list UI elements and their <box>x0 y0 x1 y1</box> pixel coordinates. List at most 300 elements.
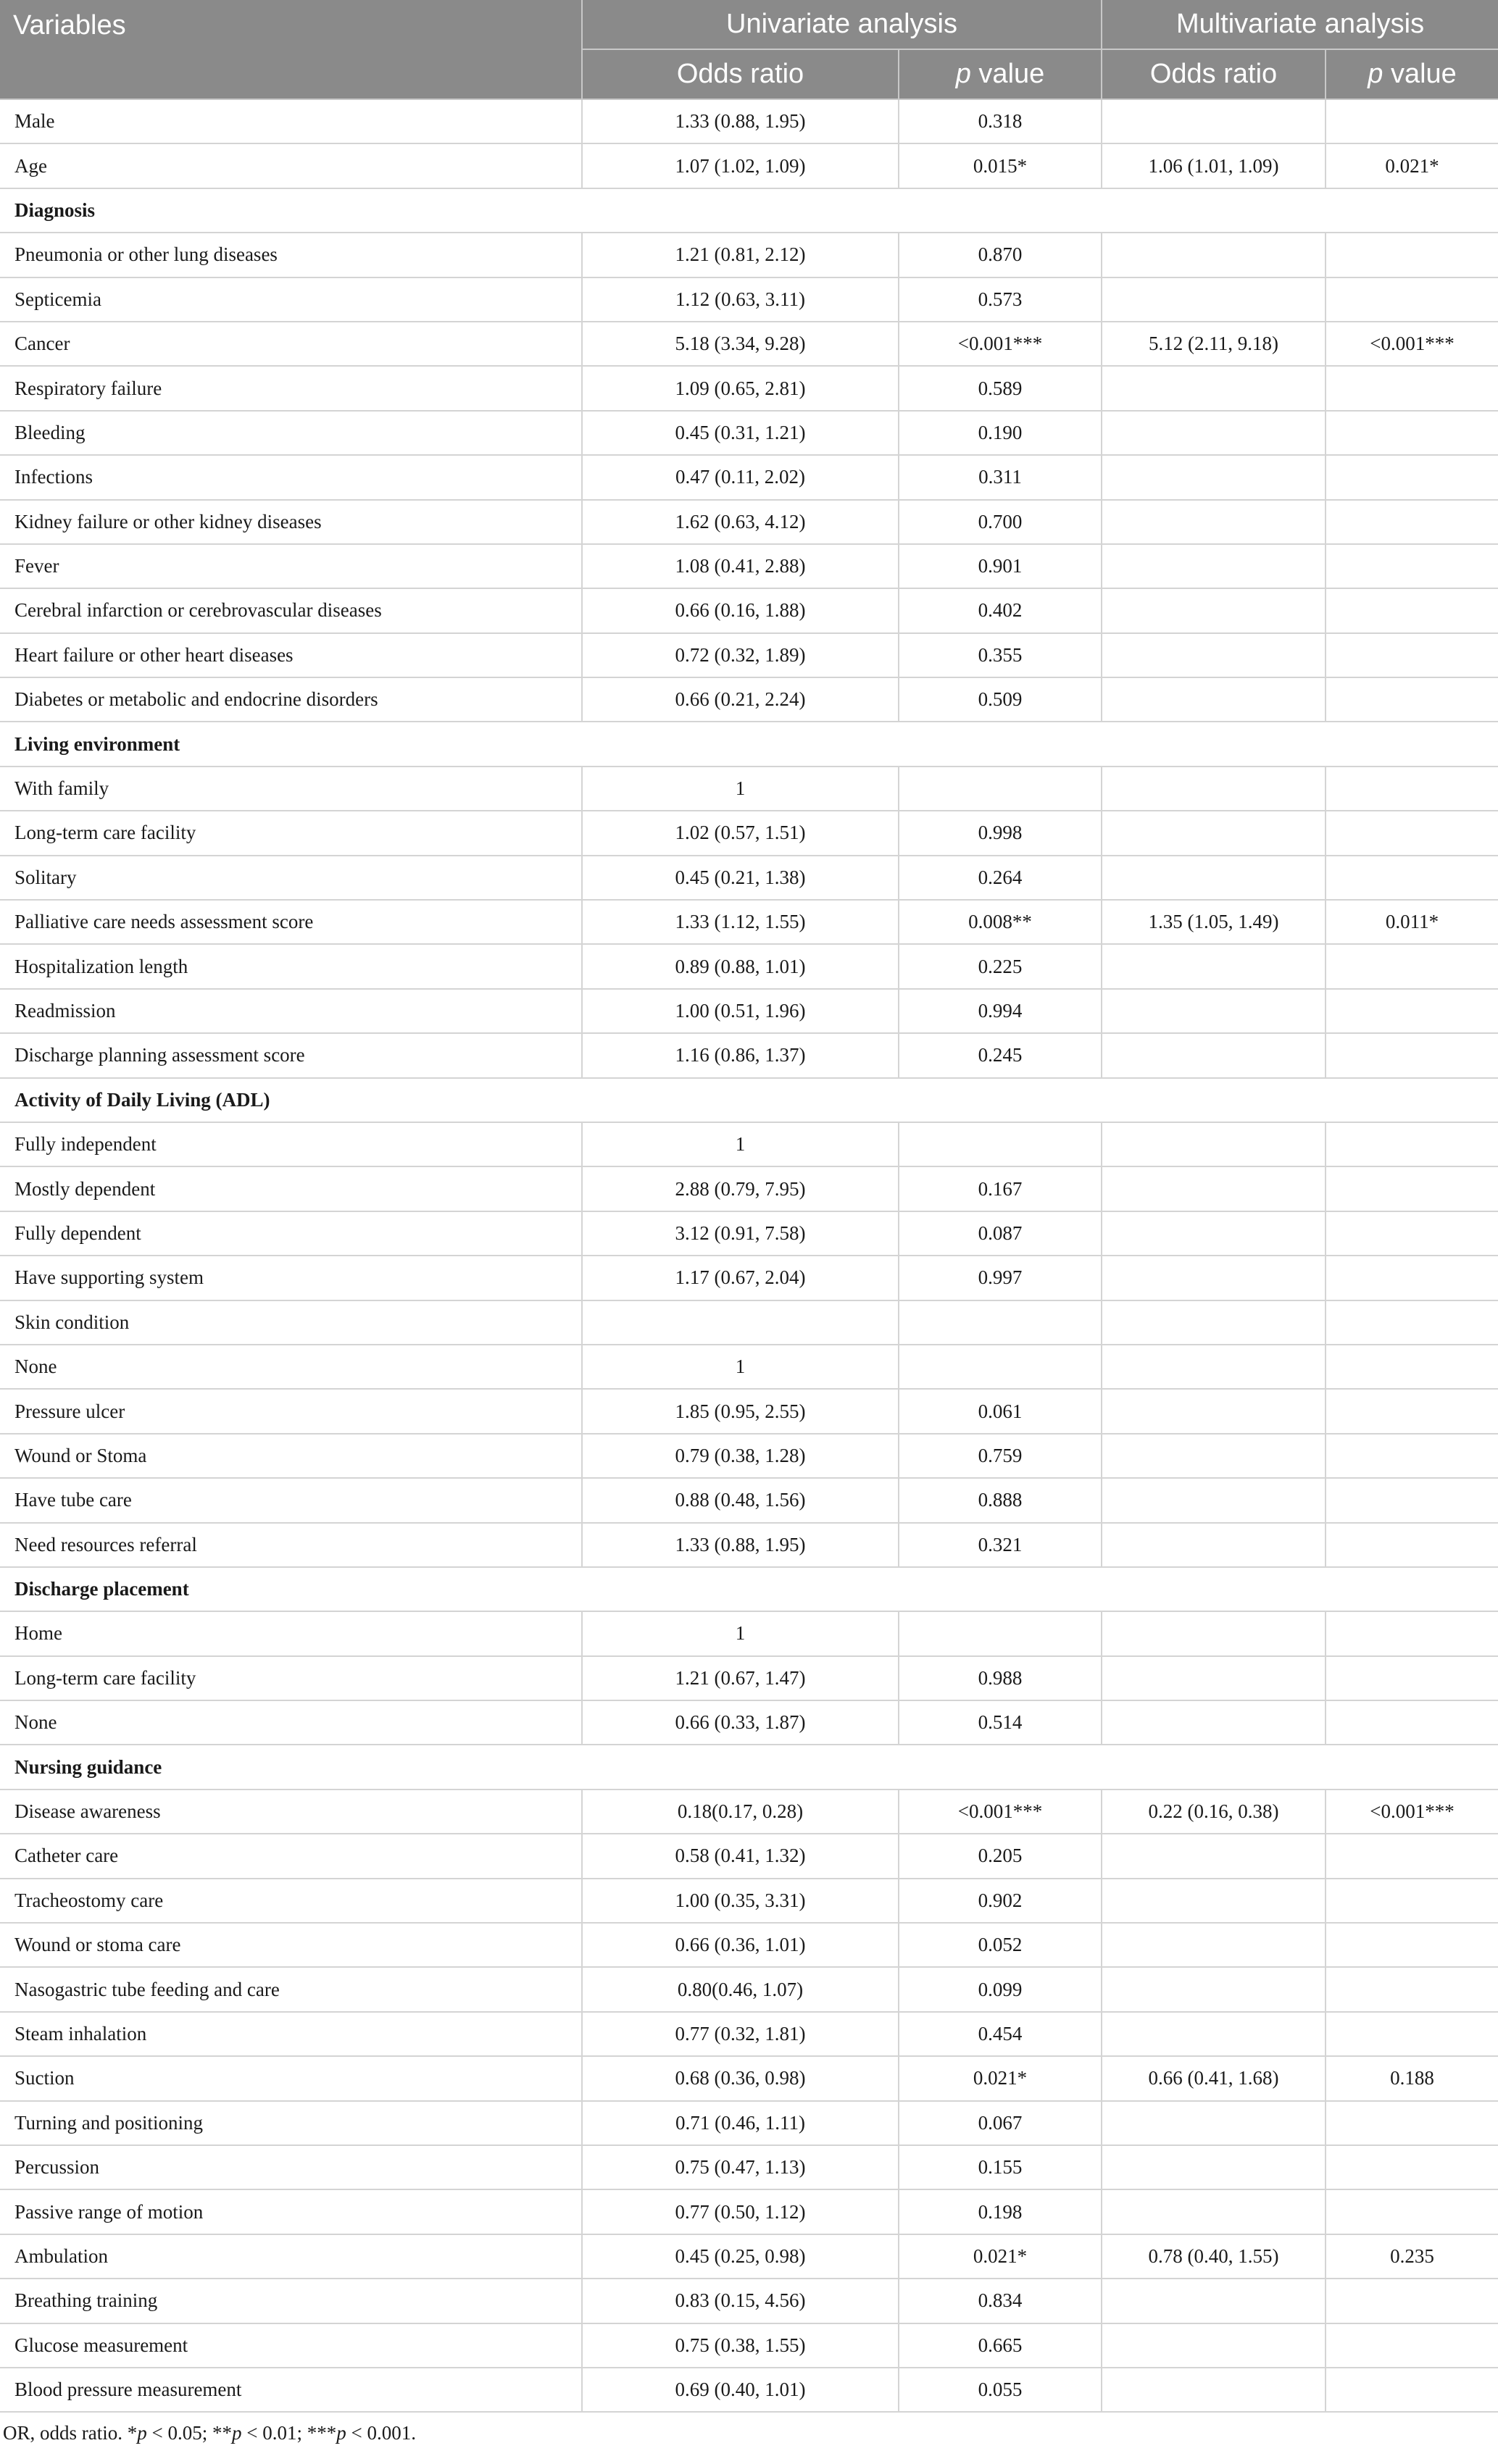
table-row <box>0 767 1498 811</box>
header-univariate-odds-ratio: Odds ratio <box>582 49 899 99</box>
univariate-odds-ratio-cell: 1 <box>582 1122 899 1166</box>
univariate-p-value-cell: 0.573 <box>899 277 1102 322</box>
multivariate-p-value-cell <box>1326 767 1498 811</box>
univariate-odds-ratio-cell: 0.88 (0.48, 1.56) <box>582 1478 899 1522</box>
section-label: Discharge placement <box>0 1567 1498 1611</box>
table-row <box>0 277 1498 322</box>
multivariate-odds-ratio-cell <box>1102 1033 1326 1077</box>
variable-cell: Ambulation <box>0 2234 582 2279</box>
univariate-odds-ratio-cell: 0.68 (0.36, 0.98) <box>582 2056 899 2100</box>
univariate-p-value-cell <box>899 1345 1102 1389</box>
univariate-p-value-cell: 0.055 <box>899 2368 1102 2412</box>
multivariate-odds-ratio-cell <box>1102 1434 1326 1478</box>
multivariate-odds-ratio-cell <box>1102 767 1326 811</box>
header-multivariate-p-value <box>1326 49 1498 99</box>
univariate-p-value-cell <box>899 1611 1102 1655</box>
univariate-odds-ratio-cell: 1.62 (0.63, 4.12) <box>582 500 899 544</box>
table-body <box>0 99 1498 2412</box>
multivariate-odds-ratio-cell <box>1102 1300 1326 1345</box>
variable-cell: Kidney failure or other kidney diseases <box>0 500 582 544</box>
table-row <box>0 500 1498 544</box>
table-row <box>0 677 1498 722</box>
univariate-p-value-cell: 0.099 <box>899 1967 1102 2011</box>
table-row <box>0 856 1498 900</box>
univariate-p-value-cell: 0.067 <box>899 2101 1102 2145</box>
variable-cell: Discharge planning assessment score <box>0 1033 582 1077</box>
multivariate-odds-ratio-cell <box>1102 1122 1326 1166</box>
multivariate-p-value-cell <box>1326 277 1498 322</box>
variable-cell: Percussion <box>0 2145 582 2189</box>
footnote-prefix: OR, odds ratio. * <box>3 2422 138 2444</box>
table-footnote <box>3 2422 416 2444</box>
univariate-p-value-cell: 0.700 <box>899 500 1102 544</box>
univariate-odds-ratio-cell: 0.75 (0.47, 1.13) <box>582 2145 899 2189</box>
multivariate-p-value-cell <box>1326 1256 1498 1300</box>
univariate-odds-ratio-cell <box>582 1300 899 1345</box>
table-row <box>0 2056 1498 2100</box>
univariate-odds-ratio-cell: 0.71 (0.46, 1.11) <box>582 2101 899 2145</box>
univariate-odds-ratio-cell: 1.85 (0.95, 2.55) <box>582 1389 899 1433</box>
multivariate-p-value-cell <box>1326 1656 1498 1700</box>
multivariate-p-value-cell <box>1326 1611 1498 1655</box>
multivariate-p-value-cell <box>1326 2368 1498 2412</box>
footnote-text: < 0.001. <box>346 2422 416 2444</box>
variable-cell: Pneumonia or other lung diseases <box>0 233 582 277</box>
univariate-odds-ratio-cell: 0.66 (0.16, 1.88) <box>582 588 899 632</box>
table-row <box>0 900 1498 944</box>
multivariate-p-value-cell <box>1326 944 1498 988</box>
univariate-p-value-cell: 0.998 <box>899 811 1102 855</box>
multivariate-odds-ratio-cell <box>1102 411 1326 455</box>
multivariate-p-value-cell <box>1326 2323 1498 2368</box>
variable-cell: Diabetes or metabolic and endocrine disorders <box>0 677 582 722</box>
variable-cell: Skin condition <box>0 1300 582 1345</box>
multivariate-p-value-cell <box>1326 633 1498 677</box>
multivariate-p-value-cell: <0.001*** <box>1326 1789 1498 1834</box>
univariate-p-value-cell: 0.318 <box>899 99 1102 143</box>
univariate-p-value-cell: 0.870 <box>899 233 1102 277</box>
variable-cell: Tracheostomy care <box>0 1879 582 1923</box>
section-header-row <box>0 1745 1498 1789</box>
univariate-p-value-cell: 0.205 <box>899 1834 1102 1878</box>
multivariate-odds-ratio-cell <box>1102 1834 1326 1878</box>
multivariate-odds-ratio-cell <box>1102 1256 1326 1300</box>
variable-cell: Heart failure or other heart diseases <box>0 633 582 677</box>
multivariate-odds-ratio-cell <box>1102 1611 1326 1655</box>
univariate-odds-ratio-cell: 1 <box>582 1611 899 1655</box>
variable-cell: Wound or stoma care <box>0 1923 582 1967</box>
variable-cell: None <box>0 1700 582 1745</box>
multivariate-odds-ratio-cell <box>1102 233 1326 277</box>
variable-cell: Long-term care facility <box>0 1656 582 1700</box>
table-row <box>0 633 1498 677</box>
table-row <box>0 989 1498 1033</box>
multivariate-p-value-cell: 0.011* <box>1326 900 1498 944</box>
univariate-p-value-cell: 0.008** <box>899 900 1102 944</box>
multivariate-p-value-cell <box>1326 1879 1498 1923</box>
table-row <box>0 1789 1498 1834</box>
p-value-suffix: value <box>970 59 1045 89</box>
univariate-odds-ratio-cell: 0.66 (0.21, 2.24) <box>582 677 899 722</box>
univariate-odds-ratio-cell: 1.09 (0.65, 2.81) <box>582 366 899 410</box>
multivariate-p-value-cell <box>1326 1389 1498 1433</box>
p-italic: p <box>955 59 971 89</box>
table-row <box>0 1345 1498 1389</box>
univariate-odds-ratio-cell: 1.33 (1.12, 1.55) <box>582 900 899 944</box>
multivariate-odds-ratio-cell <box>1102 1967 1326 2011</box>
table-row <box>0 944 1498 988</box>
table-row <box>0 588 1498 632</box>
univariate-odds-ratio-cell: 1 <box>582 1345 899 1389</box>
univariate-odds-ratio-cell: 1.21 (0.67, 1.47) <box>582 1656 899 1700</box>
multivariate-odds-ratio-cell <box>1102 1923 1326 1967</box>
univariate-p-value-cell: 0.402 <box>899 588 1102 632</box>
univariate-odds-ratio-cell: 1.33 (0.88, 1.95) <box>582 99 899 143</box>
multivariate-p-value-cell <box>1326 411 1498 455</box>
variable-cell: Infections <box>0 455 582 499</box>
multivariate-odds-ratio-cell <box>1102 2012 1326 2056</box>
multivariate-p-value-cell <box>1326 1967 1498 2011</box>
table-row <box>0 1967 1498 2011</box>
table-row <box>0 411 1498 455</box>
univariate-odds-ratio-cell: 0.72 (0.32, 1.89) <box>582 633 899 677</box>
univariate-odds-ratio-cell: 0.45 (0.25, 0.98) <box>582 2234 899 2279</box>
variable-cell: Steam inhalation <box>0 2012 582 2056</box>
section-label: Diagnosis <box>0 188 1498 233</box>
univariate-p-value-cell: 0.311 <box>899 455 1102 499</box>
table-row <box>0 1389 1498 1433</box>
table-row <box>0 233 1498 277</box>
multivariate-p-value-cell <box>1326 500 1498 544</box>
footnote-p: p <box>137 2422 147 2444</box>
footnote-p: p <box>336 2422 346 2444</box>
multivariate-odds-ratio-cell <box>1102 811 1326 855</box>
table-row <box>0 1300 1498 1345</box>
footnote-text: < 0.05; ** <box>146 2422 232 2444</box>
variable-cell: Septicemia <box>0 277 582 322</box>
univariate-p-value-cell: 0.190 <box>899 411 1102 455</box>
univariate-p-value-cell: 0.087 <box>899 1211 1102 1256</box>
header-univariate-p-value <box>899 49 1102 99</box>
multivariate-odds-ratio-cell <box>1102 1700 1326 1745</box>
multivariate-p-value-cell: 0.021* <box>1326 143 1498 188</box>
variable-cell: Long-term care facility <box>0 811 582 855</box>
multivariate-odds-ratio-cell <box>1102 500 1326 544</box>
multivariate-p-value-cell <box>1326 2279 1498 2323</box>
univariate-odds-ratio-cell: 1.08 (0.41, 2.88) <box>582 544 899 588</box>
multivariate-p-value-cell <box>1326 1122 1498 1166</box>
univariate-p-value-cell: 0.988 <box>899 1656 1102 1700</box>
univariate-odds-ratio-cell: 0.77 (0.32, 1.81) <box>582 2012 899 2056</box>
multivariate-p-value-cell <box>1326 1523 1498 1567</box>
table-row <box>0 2189 1498 2234</box>
univariate-odds-ratio-cell: 1.17 (0.67, 2.04) <box>582 1256 899 1300</box>
multivariate-odds-ratio-cell <box>1102 2279 1326 2323</box>
univariate-p-value-cell <box>899 767 1102 811</box>
multivariate-odds-ratio-cell <box>1102 1166 1326 1211</box>
univariate-odds-ratio-cell: 5.18 (3.34, 9.28) <box>582 322 899 366</box>
multivariate-odds-ratio-cell <box>1102 1879 1326 1923</box>
multivariate-odds-ratio-cell <box>1102 1523 1326 1567</box>
table-row <box>0 1033 1498 1077</box>
univariate-odds-ratio-cell: 1 <box>582 767 899 811</box>
univariate-p-value-cell: 0.198 <box>899 2189 1102 2234</box>
multivariate-p-value-cell <box>1326 856 1498 900</box>
multivariate-p-value-cell <box>1326 989 1498 1033</box>
multivariate-p-value-cell <box>1326 2189 1498 2234</box>
table-row <box>0 811 1498 855</box>
univariate-odds-ratio-cell: 0.69 (0.40, 1.01) <box>582 2368 899 2412</box>
table-row <box>0 2012 1498 2056</box>
variable-cell: With family <box>0 767 582 811</box>
footnote-p: p <box>231 2422 242 2444</box>
univariate-odds-ratio-cell: 0.45 (0.31, 1.21) <box>582 411 899 455</box>
univariate-odds-ratio-cell: 1.33 (0.88, 1.95) <box>582 1523 899 1567</box>
univariate-p-value-cell: 0.997 <box>899 1256 1102 1300</box>
multivariate-p-value-cell <box>1326 99 1498 143</box>
table-row <box>0 1523 1498 1567</box>
multivariate-odds-ratio-cell <box>1102 2368 1326 2412</box>
multivariate-odds-ratio-cell <box>1102 2323 1326 2368</box>
multivariate-p-value-cell <box>1326 2145 1498 2189</box>
variable-cell: Wound or Stoma <box>0 1434 582 1478</box>
table-row <box>0 1611 1498 1655</box>
univariate-p-value-cell: 0.061 <box>899 1389 1102 1433</box>
multivariate-odds-ratio-cell <box>1102 1345 1326 1389</box>
variable-cell: Suction <box>0 2056 582 2100</box>
section-header-row <box>0 1078 1498 1122</box>
univariate-p-value-cell: 0.167 <box>899 1166 1102 1211</box>
header-variables: Variables <box>0 0 582 99</box>
multivariate-odds-ratio-cell: 0.66 (0.41, 1.68) <box>1102 2056 1326 2100</box>
variable-cell: Fully independent <box>0 1122 582 1166</box>
variable-cell: Bleeding <box>0 411 582 455</box>
variable-cell: Glucose measurement <box>0 2323 582 2368</box>
multivariate-p-value-cell <box>1326 2101 1498 2145</box>
multivariate-p-value-cell <box>1326 233 1498 277</box>
multivariate-odds-ratio-cell <box>1102 2189 1326 2234</box>
univariate-p-value-cell: 0.902 <box>899 1879 1102 1923</box>
multivariate-p-value-cell <box>1326 677 1498 722</box>
table-row <box>0 1211 1498 1256</box>
multivariate-odds-ratio-cell: 0.22 (0.16, 0.38) <box>1102 1789 1326 1834</box>
multivariate-p-value-cell <box>1326 1923 1498 1967</box>
univariate-odds-ratio-cell: 0.45 (0.21, 1.38) <box>582 856 899 900</box>
univariate-odds-ratio-cell: 3.12 (0.91, 7.58) <box>582 1211 899 1256</box>
univariate-p-value-cell: 0.514 <box>899 1700 1102 1745</box>
variable-cell: Fever <box>0 544 582 588</box>
table-row <box>0 1166 1498 1211</box>
univariate-p-value-cell: 0.901 <box>899 544 1102 588</box>
variable-cell: Cerebral infarction or cerebrovascular diseases <box>0 588 582 632</box>
univariate-odds-ratio-cell: 1.21 (0.81, 2.12) <box>582 233 899 277</box>
variable-cell: Nasogastric tube feeding and care <box>0 1967 582 2011</box>
p-italic: p <box>1368 59 1383 89</box>
univariate-p-value-cell: 0.015* <box>899 143 1102 188</box>
univariate-odds-ratio-cell: 0.75 (0.38, 1.55) <box>582 2323 899 2368</box>
univariate-p-value-cell: 0.021* <box>899 2056 1102 2100</box>
multivariate-p-value-cell <box>1326 811 1498 855</box>
multivariate-odds-ratio-cell: 5.12 (2.11, 9.18) <box>1102 322 1326 366</box>
multivariate-odds-ratio-cell <box>1102 2101 1326 2145</box>
variable-cell: Breathing training <box>0 2279 582 2323</box>
univariate-odds-ratio-cell: 0.18(0.17, 0.28) <box>582 1789 899 1834</box>
variable-cell: Have tube care <box>0 1478 582 1522</box>
univariate-odds-ratio-cell: 0.58 (0.41, 1.32) <box>582 1834 899 1878</box>
multivariate-p-value-cell <box>1326 1834 1498 1878</box>
multivariate-odds-ratio-cell <box>1102 1211 1326 1256</box>
variable-cell: Disease awareness <box>0 1789 582 1834</box>
table-row <box>0 544 1498 588</box>
multivariate-odds-ratio-cell <box>1102 2145 1326 2189</box>
univariate-odds-ratio-cell: 0.79 (0.38, 1.28) <box>582 1434 899 1478</box>
multivariate-odds-ratio-cell <box>1102 1389 1326 1433</box>
univariate-p-value-cell: 0.321 <box>899 1523 1102 1567</box>
table-row <box>0 1434 1498 1478</box>
multivariate-p-value-cell: 0.188 <box>1326 2056 1498 2100</box>
variable-cell: Respiratory failure <box>0 366 582 410</box>
multivariate-odds-ratio-cell <box>1102 99 1326 143</box>
multivariate-odds-ratio-cell <box>1102 944 1326 988</box>
univariate-odds-ratio-cell: 0.66 (0.36, 1.01) <box>582 1923 899 1967</box>
table-row <box>0 1122 1498 1166</box>
p-value-suffix: value <box>1383 59 1457 89</box>
univariate-odds-ratio-cell: 1.00 (0.51, 1.96) <box>582 989 899 1033</box>
section-label: Living environment <box>0 722 1498 766</box>
univariate-odds-ratio-cell: 0.77 (0.50, 1.12) <box>582 2189 899 2234</box>
table-row <box>0 1256 1498 1300</box>
table-row <box>0 1879 1498 1923</box>
univariate-p-value-cell: 0.759 <box>899 1434 1102 1478</box>
univariate-p-value-cell: 0.155 <box>899 2145 1102 2189</box>
univariate-p-value-cell: <0.001*** <box>899 322 1102 366</box>
multivariate-odds-ratio-cell <box>1102 588 1326 632</box>
section-header-row <box>0 1567 1498 1611</box>
multivariate-p-value-cell <box>1326 1033 1498 1077</box>
section-header-row <box>0 722 1498 766</box>
multivariate-odds-ratio-cell <box>1102 455 1326 499</box>
multivariate-p-value-cell: <0.001*** <box>1326 322 1498 366</box>
variable-cell: Mostly dependent <box>0 1166 582 1211</box>
multivariate-p-value-cell <box>1326 588 1498 632</box>
multivariate-p-value-cell <box>1326 455 1498 499</box>
table-row <box>0 1834 1498 1878</box>
univariate-p-value-cell: <0.001*** <box>899 1789 1102 1834</box>
table-header <box>0 0 1498 99</box>
multivariate-odds-ratio-cell <box>1102 989 1326 1033</box>
header-multivariate-odds-ratio: Odds ratio <box>1102 49 1326 99</box>
univariate-odds-ratio-cell: 1.12 (0.63, 3.11) <box>582 277 899 322</box>
multivariate-odds-ratio-cell <box>1102 633 1326 677</box>
table-row <box>0 366 1498 410</box>
variable-cell: Age <box>0 143 582 188</box>
multivariate-odds-ratio-cell: 1.06 (1.01, 1.09) <box>1102 143 1326 188</box>
table-row <box>0 2279 1498 2323</box>
multivariate-p-value-cell <box>1326 1166 1498 1211</box>
univariate-p-value-cell <box>899 1300 1102 1345</box>
multivariate-p-value-cell <box>1326 1434 1498 1478</box>
table-row <box>0 322 1498 366</box>
table-row <box>0 2234 1498 2279</box>
table-row <box>0 2323 1498 2368</box>
univariate-p-value-cell: 0.454 <box>899 2012 1102 2056</box>
table-row <box>0 2101 1498 2145</box>
univariate-p-value-cell: 0.264 <box>899 856 1102 900</box>
section-label: Nursing guidance <box>0 1745 1498 1789</box>
multivariate-p-value-cell <box>1326 366 1498 410</box>
univariate-p-value-cell: 0.509 <box>899 677 1102 722</box>
variable-cell: Turning and positioning <box>0 2101 582 2145</box>
univariate-p-value-cell: 0.021* <box>899 2234 1102 2279</box>
multivariate-p-value-cell: 0.235 <box>1326 2234 1498 2279</box>
univariate-odds-ratio-cell: 0.83 (0.15, 4.56) <box>582 2279 899 2323</box>
header-multivariate: Multivariate analysis <box>1102 0 1498 49</box>
univariate-odds-ratio-cell: 2.88 (0.79, 7.95) <box>582 1166 899 1211</box>
table-row <box>0 1923 1498 1967</box>
table-row <box>0 455 1498 499</box>
multivariate-odds-ratio-cell <box>1102 677 1326 722</box>
multivariate-p-value-cell <box>1326 1211 1498 1256</box>
section-header-row <box>0 188 1498 233</box>
multivariate-odds-ratio-cell <box>1102 1478 1326 1522</box>
multivariate-p-value-cell <box>1326 1300 1498 1345</box>
table-row <box>0 1656 1498 1700</box>
univariate-odds-ratio-cell: 0.66 (0.33, 1.87) <box>582 1700 899 1745</box>
variable-cell: Passive range of motion <box>0 2189 582 2234</box>
multivariate-odds-ratio-cell <box>1102 856 1326 900</box>
table-row <box>0 99 1498 143</box>
variable-cell: Blood pressure measurement <box>0 2368 582 2412</box>
univariate-odds-ratio-cell: 1.07 (1.02, 1.09) <box>582 143 899 188</box>
univariate-p-value-cell <box>899 1122 1102 1166</box>
variable-cell: Cancer <box>0 322 582 366</box>
univariate-p-value-cell: 0.225 <box>899 944 1102 988</box>
multivariate-odds-ratio-cell <box>1102 366 1326 410</box>
univariate-p-value-cell: 0.245 <box>899 1033 1102 1077</box>
header-univariate: Univariate analysis <box>582 0 1102 49</box>
variable-cell: Home <box>0 1611 582 1655</box>
variable-cell: Have supporting system <box>0 1256 582 1300</box>
variable-cell: Palliative care needs assessment score <box>0 900 582 944</box>
variable-cell: Readmission <box>0 989 582 1033</box>
univariate-odds-ratio-cell: 1.02 (0.57, 1.51) <box>582 811 899 855</box>
table-row <box>0 1478 1498 1522</box>
multivariate-p-value-cell <box>1326 544 1498 588</box>
multivariate-p-value-cell <box>1326 1345 1498 1389</box>
table-row <box>0 2368 1498 2412</box>
univariate-p-value-cell: 0.589 <box>899 366 1102 410</box>
variable-cell: Catheter care <box>0 1834 582 1878</box>
univariate-p-value-cell: 0.052 <box>899 1923 1102 1967</box>
univariate-p-value-cell: 0.355 <box>899 633 1102 677</box>
multivariate-p-value-cell <box>1326 2012 1498 2056</box>
table-row <box>0 143 1498 188</box>
univariate-p-value-cell: 0.994 <box>899 989 1102 1033</box>
multivariate-odds-ratio-cell: 0.78 (0.40, 1.55) <box>1102 2234 1326 2279</box>
univariate-odds-ratio-cell: 0.89 (0.88, 1.01) <box>582 944 899 988</box>
multivariate-p-value-cell <box>1326 1478 1498 1522</box>
univariate-odds-ratio-cell: 1.00 (0.35, 3.31) <box>582 1879 899 1923</box>
multivariate-odds-ratio-cell: 1.35 (1.05, 1.49) <box>1102 900 1326 944</box>
univariate-odds-ratio-cell: 0.80(0.46, 1.07) <box>582 1967 899 2011</box>
multivariate-odds-ratio-cell <box>1102 277 1326 322</box>
variable-cell: Male <box>0 99 582 143</box>
variable-cell: None <box>0 1345 582 1389</box>
variable-cell: Fully dependent <box>0 1211 582 1256</box>
univariate-p-value-cell: 0.834 <box>899 2279 1102 2323</box>
multivariate-p-value-cell <box>1326 1700 1498 1745</box>
univariate-odds-ratio-cell: 1.16 (0.86, 1.37) <box>582 1033 899 1077</box>
